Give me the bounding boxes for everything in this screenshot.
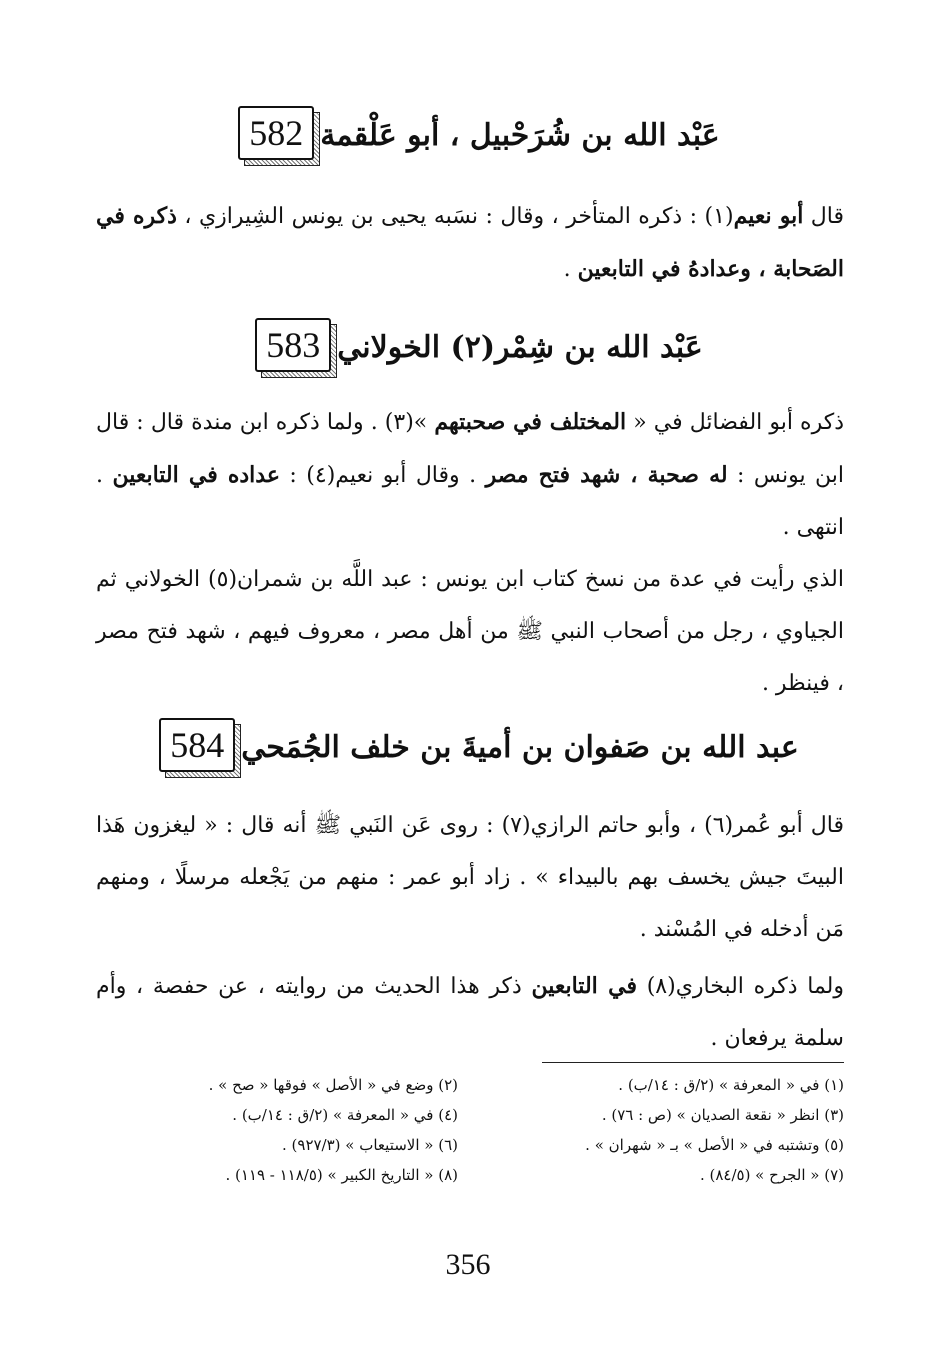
text-run: (١) : ذكره المتأخر ، وقال : نسَبه يحيى بن يونس الشِيرازي ، bbox=[176, 204, 734, 229]
entry-number: 582 bbox=[238, 106, 314, 160]
entry-number-badge bbox=[238, 106, 320, 164]
footnote-6: (٦) « الاستيعاب » (٩٢٧/٣) . bbox=[282, 1136, 458, 1154]
footnote-3: (٣) انظر « نقعة الصديان » (ص : ٧٦) . bbox=[601, 1106, 844, 1124]
bold-run: له صحبة ، شهد فتح مصر bbox=[485, 462, 728, 488]
bold-run: المختلف في صحبتهم bbox=[434, 409, 627, 435]
text-run: . انتهى . bbox=[96, 463, 844, 540]
paragraph-584-b bbox=[96, 960, 844, 1065]
footnote-8: (٨) « التاريخ الكبير » (١١٨/٥ - ١١٩) . bbox=[225, 1166, 458, 1184]
paragraph-584-a: قال أبو عُمر(٦) ، وأبو حاتم الرازي(٧) : روى عَن النَبي ﷺ أنه قال : « ليغزون هَذا البيتَ جيش يخسف بهم بالبيداء » . زاد أبو عمر : منهم من يَجْعله مرسلًا ، ومنهم مَن أدخله في المُسْند . bbox=[96, 813, 844, 942]
footnotes bbox=[96, 1072, 844, 1188]
entry-heading-582 bbox=[90, 106, 850, 164]
paragraph-583-b: الذي رأيت في عدة من نسخ كتاب ابن يونس : عبد اللَّه بن شمران(٥) الخولاني ثم الجياوي ، رجل من أصحاب النبي ﷺ من أهل مصر ، معروف فيهم ، شهد فتح مصر ، فينظر . bbox=[96, 567, 844, 696]
entry-number-badge bbox=[255, 318, 337, 376]
text-run: قال bbox=[803, 204, 844, 229]
text-run: ذكره أبو الفضائل في « bbox=[626, 410, 844, 435]
footnote-7: (٧) « الجرح » (٨٤/٥) . bbox=[699, 1166, 844, 1184]
entry-title: عبد الله بن صَفوان بن أميةَ بن خلف الجُمَحي bbox=[241, 729, 799, 765]
paragraph-583-a bbox=[96, 396, 844, 554]
text-run: . bbox=[563, 257, 578, 282]
bold-run: عداده في التابعين bbox=[112, 462, 280, 488]
bold-run: في التابعين bbox=[531, 973, 637, 999]
entry-heading-584 bbox=[90, 718, 850, 776]
text-run: »(٣) . ولما ذكره ابن مندة قال : قال ابن يونس : bbox=[96, 410, 845, 488]
bold-run: أبو نعيم bbox=[733, 203, 804, 229]
footnote-2: (٢) وضع في « الأصل » فوقها « صح » . bbox=[208, 1076, 458, 1094]
entry-title: عَبْد الله بن شُرَحْبيل ، أبو عَلْقمة bbox=[320, 117, 720, 153]
footnote-separator bbox=[542, 1062, 844, 1063]
footnote-1: (١) في « المعرفة » (٢/ق : ١٤/ب) . bbox=[618, 1076, 844, 1094]
entry-heading-583 bbox=[90, 318, 850, 376]
text-run: ذكر هذا الحديث من روايته ، عن حفصة ، وأم سلمة يرفعان . bbox=[96, 974, 844, 1051]
bold-run: ذكره في الصَحابة ، وعدادهُ في التابعين bbox=[96, 203, 844, 282]
entry-number-badge bbox=[159, 718, 241, 776]
footnote-5: (٥) وتشتبه في « الأصل » بـ « شهران » . bbox=[585, 1136, 844, 1154]
footnote-4: (٤) في « المعرفة » (٢/ق : ١٤/ب) . bbox=[232, 1106, 458, 1124]
entry-number: 584 bbox=[159, 718, 235, 772]
entry-title: عَبْد الله بن شِمْر(٢) الخولاني bbox=[337, 329, 703, 365]
entry-number: 583 bbox=[255, 318, 331, 372]
page-number: 356 bbox=[445, 1248, 491, 1281]
text-run: ولما ذكره البخاري(٨) bbox=[637, 974, 845, 999]
text-run: . وقال أبو نعيم(٤) : bbox=[279, 463, 486, 488]
paragraph-582 bbox=[96, 190, 844, 296]
